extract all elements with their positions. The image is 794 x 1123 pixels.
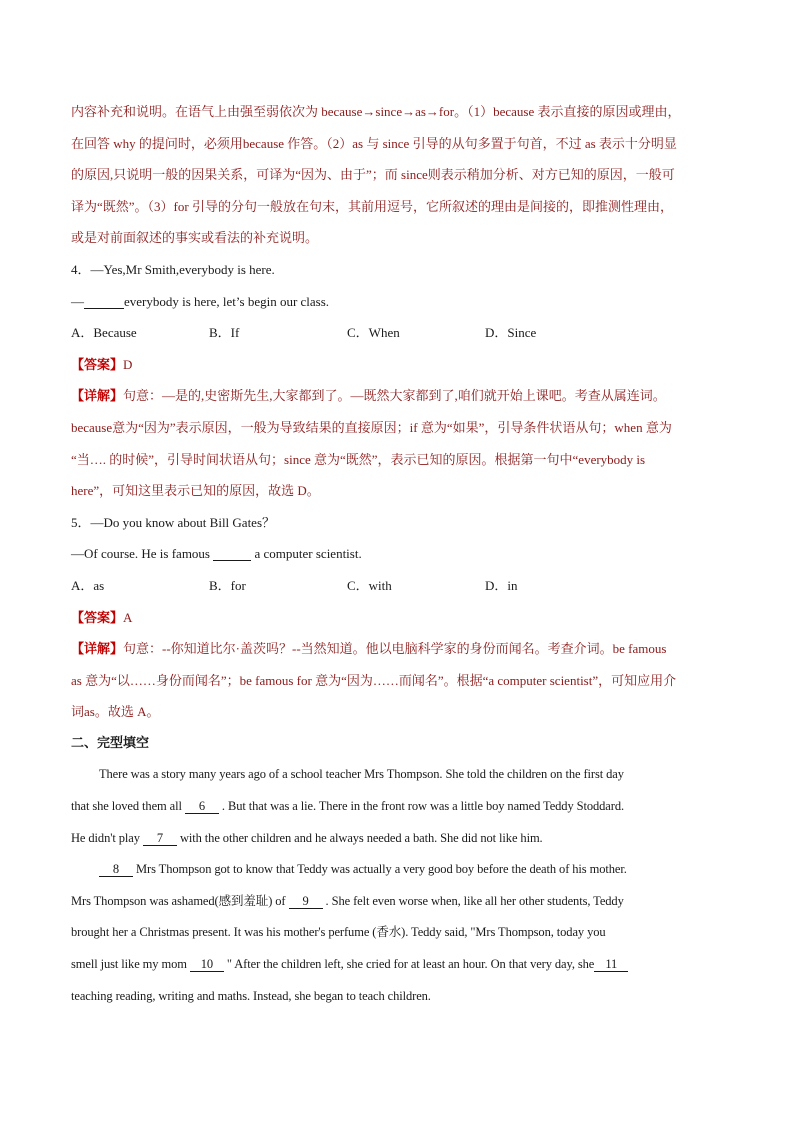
passage-text: that she loved them all bbox=[71, 799, 185, 814]
cloze-blank-10: 10 bbox=[190, 957, 224, 972]
answer-line bbox=[71, 349, 731, 381]
detail-line bbox=[71, 633, 731, 665]
option-c: C．with bbox=[347, 577, 392, 593]
detail-line: “当…. 的时候”，引导时间状语从句；since 意为“既然”，表示已知的原因。根据第一句中“everybody is bbox=[71, 451, 646, 467]
option-a: A．as bbox=[71, 577, 105, 593]
detail-tag: 【详解】 bbox=[71, 388, 124, 404]
explanation-line: 译为“既然”。（3）for 引导的分句一般放在句末，其前用逗号，它所叙述的理由是间接的，即推测性理由， bbox=[71, 198, 673, 214]
explanation-line: 在回答 why 的提问时，必须用because 作答。（2）as 与 since 引导的从句多置于句首，不过 as 表示十分明显 bbox=[71, 135, 677, 151]
answer-line bbox=[71, 602, 731, 634]
passage-line: brought her a Christmas present. It was his mother's perfume (香水). Teddy said, "Mrs Thompson, today you bbox=[71, 925, 606, 940]
answer-blank bbox=[213, 547, 251, 561]
passage-text: Mrs Thompson got to know that Teddy was actually a very good boy before the death of his mother. bbox=[133, 862, 627, 877]
option-d: D．in bbox=[485, 577, 518, 593]
passage-text: with the other children and he always needed a bath. She did not like him. bbox=[176, 830, 543, 845]
passage-text: smell just like my mom bbox=[71, 957, 190, 972]
answer-tag: 【答案】 bbox=[71, 609, 124, 625]
detail-line: as 意为“以……身份而闻名”；be famous for 意为“因为……而闻名”。根据“a computer scientist”，可知应用介 bbox=[71, 672, 677, 688]
answer-blank bbox=[84, 295, 124, 309]
cloze-blank-7: 7 bbox=[143, 831, 177, 846]
detail-text: 句意：--你知道比尔·盖茨吗？--当然知道。他以电脑科学家的身份而闻名。考查介词。be famous bbox=[123, 641, 667, 657]
detail-line bbox=[71, 380, 731, 412]
explanation-line: 或是对前面叙述的事实或看法的补充说明。 bbox=[71, 230, 319, 246]
question-5 bbox=[71, 507, 731, 728]
cloze-blank-8: 8 bbox=[99, 862, 133, 877]
option-b: B．for bbox=[209, 577, 246, 593]
answer-tag: 【答案】 bbox=[71, 356, 124, 372]
passage-line bbox=[71, 791, 731, 823]
option-b: B．If bbox=[209, 325, 240, 341]
detail-line: because意为“因为”表示原因，一般为导致结果的直接原因；if 意为“如果”，引导条件状语从句；when 意为 bbox=[71, 419, 672, 435]
detail-text: 句意：—是的,史密斯先生,大家都到了。—既然大家都到了,咱们就开始上课吧。考查从属连词。 bbox=[123, 388, 666, 404]
question-stem: 5．—Do you know about Bill Gates？ bbox=[71, 514, 276, 530]
options-row bbox=[71, 570, 731, 602]
passage-line: There was a story many years ago of a school teacher Mrs Thompson. She told the children on the first day bbox=[99, 767, 624, 782]
detail-line: 词as。故选 A。 bbox=[71, 704, 160, 720]
question-text: everybody is here, let’s begin our class. bbox=[124, 293, 330, 309]
option-d: D．Since bbox=[485, 325, 537, 341]
passage-text: " After the children left, she cried for at least an hour. On that very day, she bbox=[223, 957, 595, 972]
answer-value: D bbox=[123, 356, 133, 372]
option-c: C．When bbox=[347, 325, 400, 341]
detail-tag: 【详解】 bbox=[71, 641, 124, 657]
section-heading: 二、完型填空 bbox=[71, 735, 150, 751]
cloze-passage bbox=[71, 759, 731, 1012]
explanation-line: 的原因,只说明一般的因果关系，可译为“因为、由于”；而 since则表示稍加分析、对方已知的原因，一般可 bbox=[71, 167, 675, 183]
passage-line bbox=[71, 823, 731, 855]
option-a: A．Because bbox=[71, 325, 137, 341]
question-4 bbox=[71, 254, 731, 507]
question-line bbox=[71, 538, 731, 570]
cloze-blank-9: 9 bbox=[289, 894, 323, 909]
dash: — bbox=[71, 293, 84, 309]
cloze-blank-6: 6 bbox=[185, 799, 219, 814]
passage-line: teaching reading, writing and maths. Instead, she began to teach children. bbox=[71, 988, 431, 1003]
question-line bbox=[71, 286, 731, 318]
cloze-blank-11: 11 bbox=[594, 957, 628, 972]
passage-text: . She felt even worse when, like all her other students, Teddy bbox=[322, 893, 624, 908]
passage-text: Mrs Thompson was ashamed(感到羞耻) of bbox=[71, 893, 289, 908]
answer-value: A bbox=[123, 609, 133, 625]
passage-line bbox=[71, 949, 731, 981]
document-page bbox=[71, 96, 731, 1012]
passage-line bbox=[71, 886, 731, 918]
question-text: a computer scientist. bbox=[251, 546, 362, 562]
explanation-line: 内容补充和说明。在语气上由强至弱依次为 because→since→as→for。（1）because 表示直接的原因或理由， bbox=[71, 104, 681, 119]
question-stem: 4．—Yes,Mr Smith,everybody is here. bbox=[71, 261, 275, 277]
passage-text: . But that was a lie. There in the front row was a little boy named Teddy Stoddard. bbox=[218, 799, 624, 814]
detail-line: here”，可知这里表示已知的原因，故选 D。 bbox=[71, 483, 320, 499]
question-text: —Of course. He is famous bbox=[71, 546, 214, 562]
explanation-continued bbox=[71, 96, 731, 254]
passage-text: He didn't play bbox=[71, 830, 143, 845]
options-row bbox=[71, 317, 731, 349]
passage-line bbox=[71, 854, 731, 886]
